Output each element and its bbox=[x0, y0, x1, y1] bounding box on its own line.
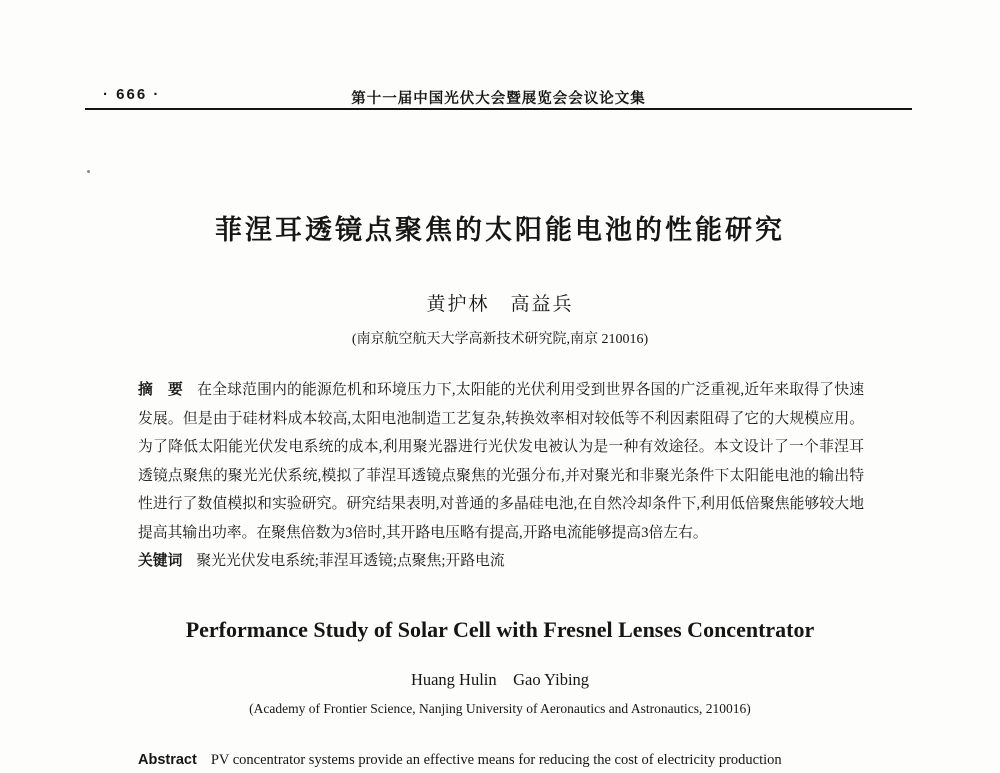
keywords-line bbox=[138, 547, 864, 576]
abstract-text-en: PV concentrator systems provide an effective means for reducing the cost of electricity production bbox=[210, 752, 782, 768]
authors-zh: 黄护林 高益兵 bbox=[426, 294, 574, 315]
paper-title-zh: 菲涅耳透镜点聚焦的太阳能电池的性能研究 bbox=[215, 215, 785, 245]
header-rule bbox=[85, 108, 912, 110]
abstract-block-en bbox=[138, 747, 864, 773]
keywords-text: 聚光光伏发电系统;菲涅耳透镜;点聚焦;开路电流 bbox=[196, 553, 505, 569]
abstract-text-zh: 在全球范围内的能源危机和环境压力下,太阳能的光伏利用受到世界各国的广泛重视,近年来取得了快速发展。但是由于硅材料成本较高,太阳电池制造工艺复杂,转换效率相对较低等不利因素阻碍了它的大规模应用。为了降低太阳能光伏发电系统的成本,利用聚光器进行光伏发电被认为是一种有效途径。本文设计了一个菲涅耳透镜点聚焦的聚光光伏系统,模拟了菲涅耳透镜点聚焦的光强分布,并对聚光和非聚光条件下太阳能电池的输出特性进行了数值模拟和实验研究。研究结果表明,对普通的多晶硅电池,在自然冷却条件下,利用低倍聚焦能够较大地提高其输出功率。在聚焦倍数为3倍时,其开路电压略有提高,开路电流能够提高3倍左右。 bbox=[138, 382, 864, 541]
proceedings-title: 第十一届中国光伏大会暨展览会会议论文集 bbox=[351, 91, 646, 107]
abstract-block-zh bbox=[138, 376, 864, 576]
affiliation-en: (Academy of Frontier Science, Nanjing University of Aeronautics and Astronautics, 210016) bbox=[249, 701, 751, 716]
page-header bbox=[85, 86, 912, 108]
scan-speck bbox=[87, 170, 90, 173]
abstract-paragraph-zh bbox=[138, 376, 864, 547]
paper-title-en: Performance Study of Solar Cell with Fresnel Lenses Concentrator bbox=[185, 617, 815, 642]
affiliation-zh: (南京航空航天大学高新技术研究院,南京 210016) bbox=[351, 332, 649, 347]
abstract-label-zh: 摘 要 bbox=[138, 382, 183, 398]
page-number: · 666 · bbox=[103, 86, 161, 103]
keywords-label: 关键词 bbox=[138, 553, 183, 569]
abstract-label-en: Abstract bbox=[138, 752, 197, 768]
authors-en: Huang Hulin Gao Yibing bbox=[410, 670, 590, 689]
